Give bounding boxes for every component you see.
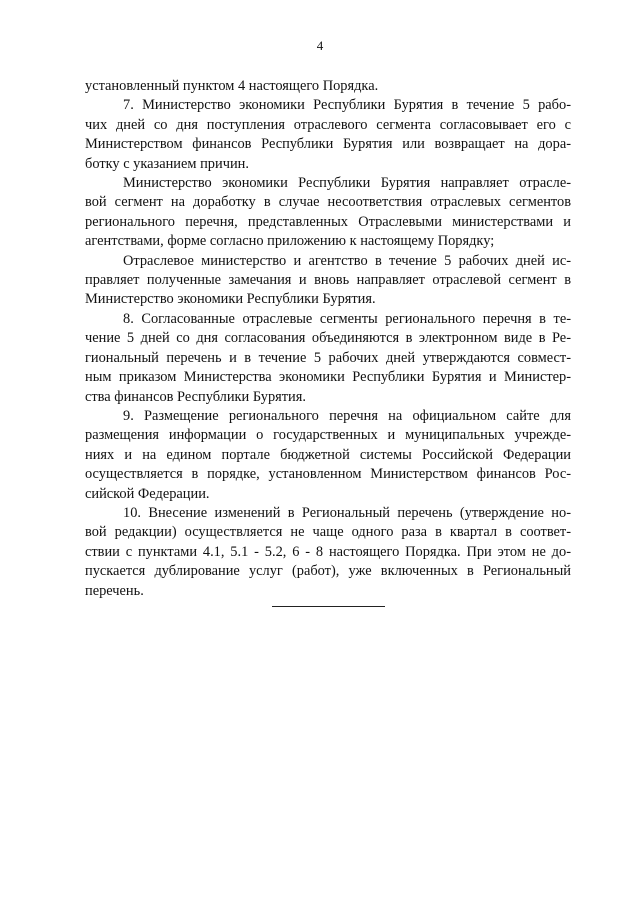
- paragraph-item-9: [85, 407, 571, 504]
- text-line: ботку с указанием причин.: [85, 155, 249, 172]
- text-line: Отраслевое министерство и агентство в течение 5 рабочих дней ис-: [123, 252, 571, 269]
- text-line: ным приказом Министерства экономики Республики Бурятия и Министер-: [85, 369, 571, 386]
- page-number: 4: [316, 38, 324, 53]
- text-line: установленный пунктом 4 настоящего Порядка.: [85, 78, 379, 94]
- document-body: [85, 77, 571, 601]
- end-separator-line: [272, 606, 385, 607]
- text-line: Министерством финансов Республики Бурятия или возвращает на дора-: [85, 136, 571, 153]
- text-line: вой сегмент на доработку в случае несоответствия отраслевых сегментов: [85, 194, 571, 211]
- text-line: 10. Внесение изменений в Региональный перечень (утверждение но-: [123, 504, 571, 521]
- text-line: пускается дублирование услуг (работ), уже включенных в Региональный: [85, 563, 571, 580]
- text-line: ства финансов Республики Бурятия.: [85, 388, 306, 405]
- paragraph-item-7: [85, 96, 571, 174]
- paragraph-corrections: [85, 252, 571, 310]
- text-line: вой редакции) осуществляется не чаще одного раза в квартал в соответ-: [85, 524, 571, 541]
- text-line: 9. Размещение регионального перечня на официальном сайте для: [123, 407, 571, 424]
- paragraph-continuation: [85, 77, 571, 96]
- text-line: агентствами, форме согласно приложению к настоящему Порядку;: [85, 233, 495, 250]
- text-line: 7. Министерство экономики Республики Бурятия в течение 5 рабо-: [123, 97, 571, 114]
- text-line: перечень.: [85, 582, 144, 599]
- text-line: регионального перечня, представленных Отраслевыми министерствами и: [85, 213, 571, 230]
- text-line: размещения информации о государственных и муниципальных учрежде-: [85, 427, 571, 444]
- text-line: Министерство экономики Республики Бурятия направляет отрасле-: [123, 175, 571, 192]
- text-line: гиональный перечень и в течение 5 рабочих дней утверждаются совмест-: [85, 349, 571, 366]
- paragraph-rework: [85, 174, 571, 252]
- paragraph-item-8: [85, 310, 571, 407]
- text-line: сийской Федерации.: [85, 485, 210, 502]
- paragraph-item-10: [85, 504, 571, 601]
- text-line: чение 5 дней со дня согласования объединяются в электронном виде в Ре-: [85, 330, 571, 347]
- text-line: осуществляется в порядке, установленном Министерством финансов Рос-: [85, 466, 571, 483]
- text-line: чих дней со дня поступления отраслевого сегмента согласовывает его с: [85, 116, 571, 133]
- text-line: 8. Согласованные отраслевые сегменты регионального перечня в те-: [123, 310, 571, 327]
- text-line: ниях и на едином портале бюджетной системы Российской Федерации: [85, 446, 571, 463]
- text-line: Министерство экономики Республики Бурятия.: [85, 291, 376, 308]
- text-line: правляет полученные замечания и вновь направляет отраслевой сегмент в: [85, 272, 571, 289]
- text-line: ствии с пунктами 4.1, 5.1 - 5.2, 6 - 8 настоящего Порядка. При этом не до-: [85, 543, 571, 560]
